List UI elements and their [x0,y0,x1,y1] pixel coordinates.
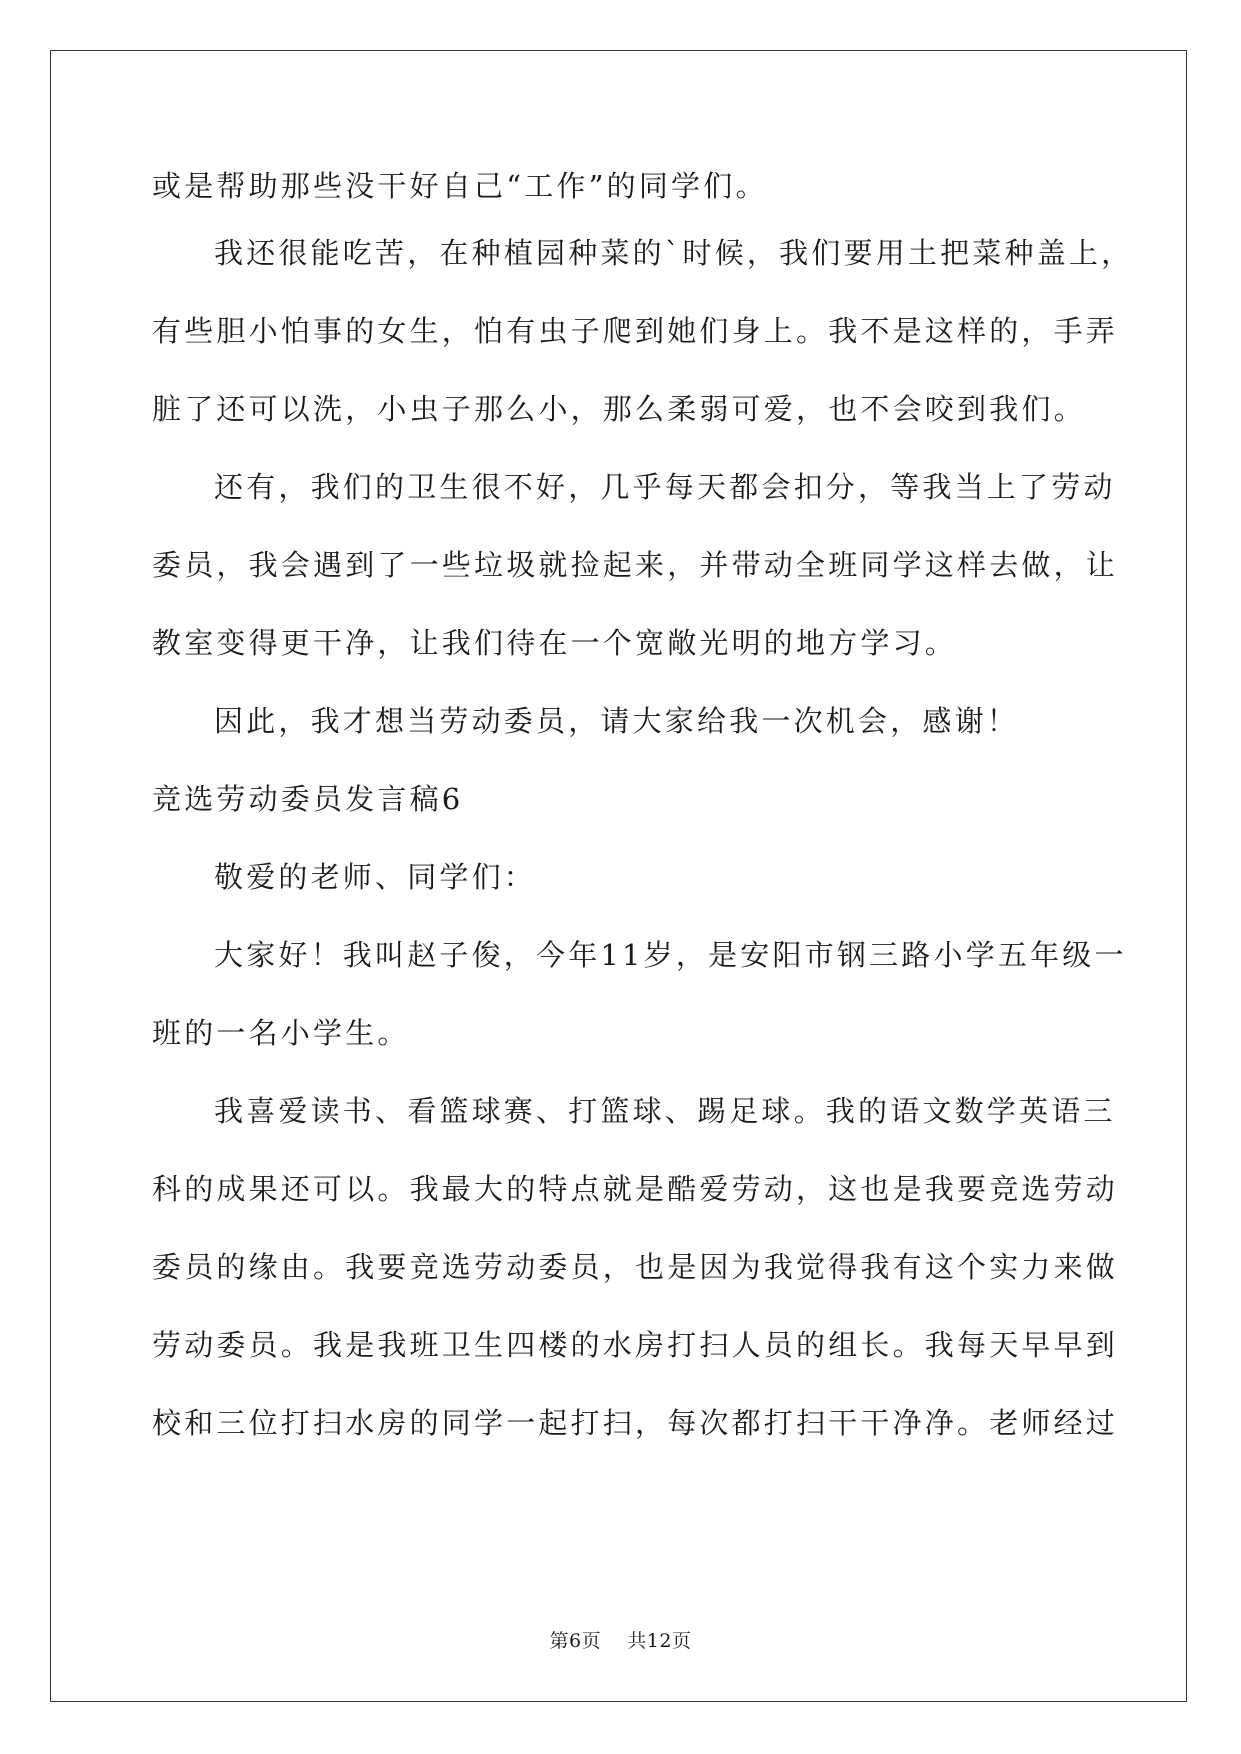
section-heading: 竞选劳动委员发言稿6 [152,782,464,816]
text-line-12: 班的一名小学生。 [152,1016,410,1050]
text-line-11: 大家好！我叫赵子俊，今年11岁，是安阳市钢三路小学五年级一 [214,938,1127,972]
text-line-16: 劳动委员。我是我班卫生四楼的水房打扫人员的组长。我每天早早到 [152,1328,1119,1362]
text-line-13: 我喜爱读书、看篮球赛、打篮球、踢足球。我的语文数学英语三 [214,1094,1116,1128]
text-line-5: 还有，我们的卫生很不好，几乎每天都会扣分，等我当上了劳动 [214,470,1116,504]
text-line-4: 脏了还可以洗，小虫子那么小，那么柔弱可爱，也不会咬到我们。 [152,392,1086,426]
text-line-1: 或是帮助那些没干好自己“工作”的同学们。 [152,169,768,203]
salutation: 敬爱的老师、同学们： [214,860,537,894]
document-body [152,158,1134,1462]
text-line-15: 委员的缘由。我要竞选劳动委员，也是因为我觉得我有这个实力来做 [152,1250,1119,1284]
text-line-14: 科的成果还可以。我最大的特点就是酷爱劳动，这也是我要竞选劳动 [152,1172,1119,1206]
text-line-3: 有些胆小怕事的女生，怕有虫子爬到她们身上。我不是这样的，手弄 [152,314,1119,348]
text-line-8: 因此，我才想当劳动委员，请大家给我一次机会，感谢！ [214,704,1020,738]
page-total: 共12页 [627,1630,692,1652]
text-line-2: 我还很能吃苦，在种植园种菜的`时候，我们要用土把菜种盖上， [214,236,1134,270]
text-line-17: 校和三位打扫水房的同学一起打扫，每次都打扫干干净净。老师经过 [152,1406,1119,1440]
text-line-6: 委员，我会遇到了一些垃圾就捡起来，并带动全班同学这样去做，让 [152,548,1119,582]
page-footer [0,1626,1241,1653]
text-line-7: 教室变得更干净，让我们待在一个宽敞光明的地方学习。 [152,626,958,660]
page-number: 第6页 [549,1630,602,1652]
